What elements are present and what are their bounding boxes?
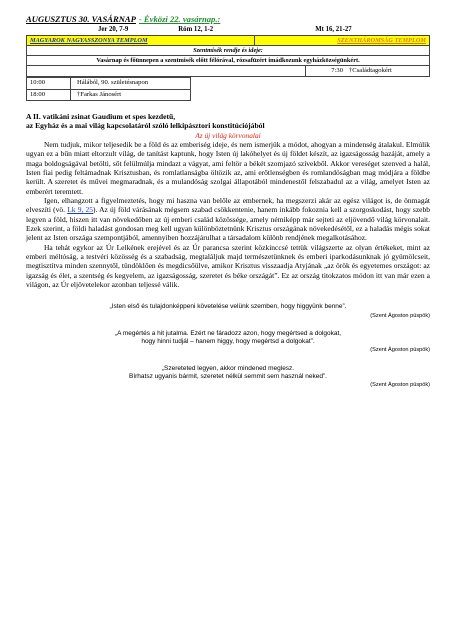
quote-1 [26,303,430,311]
article-paragraph-1: Nem tudjuk, mikor teljesedik be a föld és az emberiség ideje, és nem ismerjük a módot, ahogyan a mindenség átalakul. Elmúlik ugyan ez a bűn miatt eltorzult világ, de tanítást kaptunk, hogy Isten új lakóhelyet és új földet készít, az igazságosság hazáját, amely a maga boldogságával betölti, sőt felülmúlja mindazt a vágyat, ami feltör a békét szomjazó szívekből. Akkor vereséget szenved a halál, Isten fiai pedig feltámadnak Krisztusban, és romlatlanságba öltözik az, ami erőtlenségben és romlandóságban mag módjára a földbe került. A szeretet és művei megmaradnak, és a mulandóság szolgai állapotából mindenestől felszabadul az a világ, amelyet Isten az emberért teremtett. [26,139,430,196]
article-paragraph-2 [26,196,430,243]
mass-time: 18:00 [27,90,71,101]
reading-first: Jer 20, 7-9 [98,26,129,33]
article-paragraph-3: Ha tehát egykor az Úr Lelkének erejével és az Úr parancsa szerint közkinccsé tettük világszerte az olyan értékeket, mint az emberi méltóság, a testvéri közösség és a szabadság, megtaláljuk majd természetünknek és emberi iparkodásunknak jó gyümölcseit, megtisztítva minden szennytől, tündöklően és megdicsőülve, amikor Krisztus visszaadja Atyjának „az örök és egyetemes országot: az igazság és élet, a szentség és kegyelem, az igazságosság, szeretet és béke országát”. Ez az ország titokzatos módon itt van már ezen a világon, az Úr eljövetelekor azonban teljessé válik. [26,242,430,289]
mass-row [26,77,191,90]
quote-2 [26,330,430,346]
quote-line: „Isten első és tulajdonképpeni követelése velünk szemben, hogy higgyünk benne”. [109,303,347,311]
quote-3 [26,365,430,381]
mass-intention: †Farkas Jánosért [77,90,122,98]
liturgical-day: - Évközi 22. vasárnap.: [138,14,221,24]
bulletin-page [26,14,430,389]
date-header [26,14,430,24]
schedule-title: Szentmisék rendje és ideje: [27,46,430,56]
mass-intention: Hálából, 90. születésnapon [77,79,149,86]
church-right: SZENTHÁROMSÁG TEMPLOM [254,36,429,46]
quote-attribution: (Szent Ágoston püspök) [370,346,430,353]
quote-line: „A megértés a hit jutalma. Ezért ne fáradozz azon, hogy megértsed a dolgokat, [114,329,342,337]
quote-line: „Szereteted legyen, akkor mindened meglesz. [161,364,295,372]
mass-row [26,90,191,102]
reading-gospel: Mt 16, 21-27 [315,26,352,33]
quote-attribution: (Szent Ágoston püspök) [370,312,430,319]
readings-row [26,25,430,34]
paragraph-text: Igen, elhangzott a figyelmeztetés, hogy mi haszna van belőle az embernek, ha megszerzi akár az egész világot is, de önmagát elveszíti (vö. [26,195,430,215]
article-title-line1: A II. vatikáni zsinat Gaudium et spes kezdetű, [26,112,176,121]
church-left: MAGYAROK NAGYASSZONYA TEMPLOM [27,36,255,46]
quote-line: Bírhatsz ugyanis bármit, szeretet nélkül semmit sem használ neked”. [129,373,327,381]
mass-time: 10:00 [27,78,71,89]
article-subtitle: Az új világ körvonalai [195,130,261,140]
mass-intention: †Családtagokért [349,67,392,74]
paragraph-text: ). Az új föld várásának mégsem szabad csökkentenie, hanem inkább fokoznia kell a szorgoskodást, hogy szebb legyen a föld, hiszen itt van növekedőben az új emberi család közössége, amely némiképp már sejteti az eljövendő világ körvonalait. Ezek szerint, a földi haladást gondosan meg kell ugyan különböztetnünk Krisztus országának növekedésétől, ez a haladás mégis sokat jelent az Isten országa szempontjából, amennyiben hozzájárulhat a társadalom különb rendjének megalkotásához. [26,205,430,243]
reading-second: Róm 12, 1-2 [178,26,214,33]
sunday-date: AUGUSZTUS 30. VASÁRNAP [26,14,136,24]
article-title-line2: az Egyház és a mai világ kapcsolatáról szóló lelkipásztori konstitúciójából [26,121,265,131]
rosary-notice: Vasárnap és főünnepen a szentmisék előtt félórával, rózsafüzért imádkozunk egyházközségünkért. [27,56,430,66]
quote-attribution: (Szent Ágoston püspök) [370,382,430,389]
quote-line: hogy hinni tudjál – hanem higgy, hogy megértsd a dolgokat”. [141,337,315,345]
mass-time: 7:30 [305,66,346,76]
article-title [26,112,430,131]
scripture-link[interactable]: Lk 9, 25 [67,205,93,215]
schedule-table [26,35,430,66]
left-masses [26,77,191,101]
mass-row-right [26,66,430,77]
